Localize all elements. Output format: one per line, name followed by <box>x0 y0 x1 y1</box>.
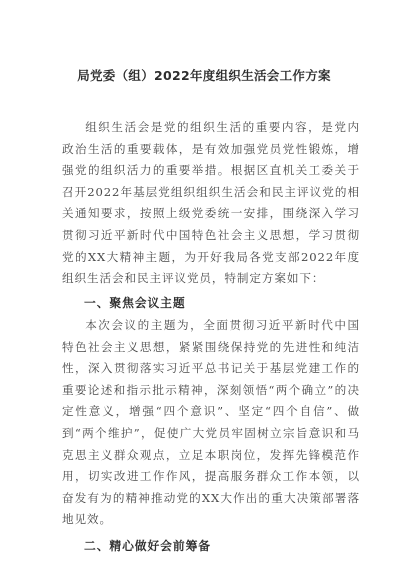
section-2-heading: 二、精心做好会前筹备 <box>84 539 211 553</box>
section-1-heading: 一、聚焦会议主题 <box>84 296 186 310</box>
section-1-paragraph: 本次会议的主题为，全面贯彻习近平新时代中国特色社会主义思想，紧紧围绕保持党的先进性和纯洁性，深入贯彻落实习近平总书记关于基层党建工作的重要论述和指示批示精神，深刻领悟“两个确立”的决定性意义，增强“四个意识”、坚定“四个自信”、做到“两个维护”，促使广大党员牢固树立宗旨意识和马克思主义群众观点，立足本职岗位，发挥先锋模范作用，切实改进工作作风，提高服务群众工作本领，以奋发有为的精神推动党的XX大作出的重大决策部署落地见效。 <box>62 318 360 527</box>
intro-paragraph: 组织生活会是党的组织生活的重要内容，是党内政治生活的重要载体，是有效加强党员党性锻炼，增强党的组织活力的重要举措。根据区直机关工委关于召开2022年基层党组织组织生活会和民主评议党的相关通知要求，按照上级党委统一安排，围绕深入学习贯彻习近平新时代中国特色社会主义思想，学习贯彻党的XX大精神主题，为开好我局各党支部2022年度组织生活会和民主评议党员，特制定方案如下： <box>62 120 360 286</box>
document-title: 局党委（组）2022年度组织生活会工作方案 <box>77 68 331 83</box>
